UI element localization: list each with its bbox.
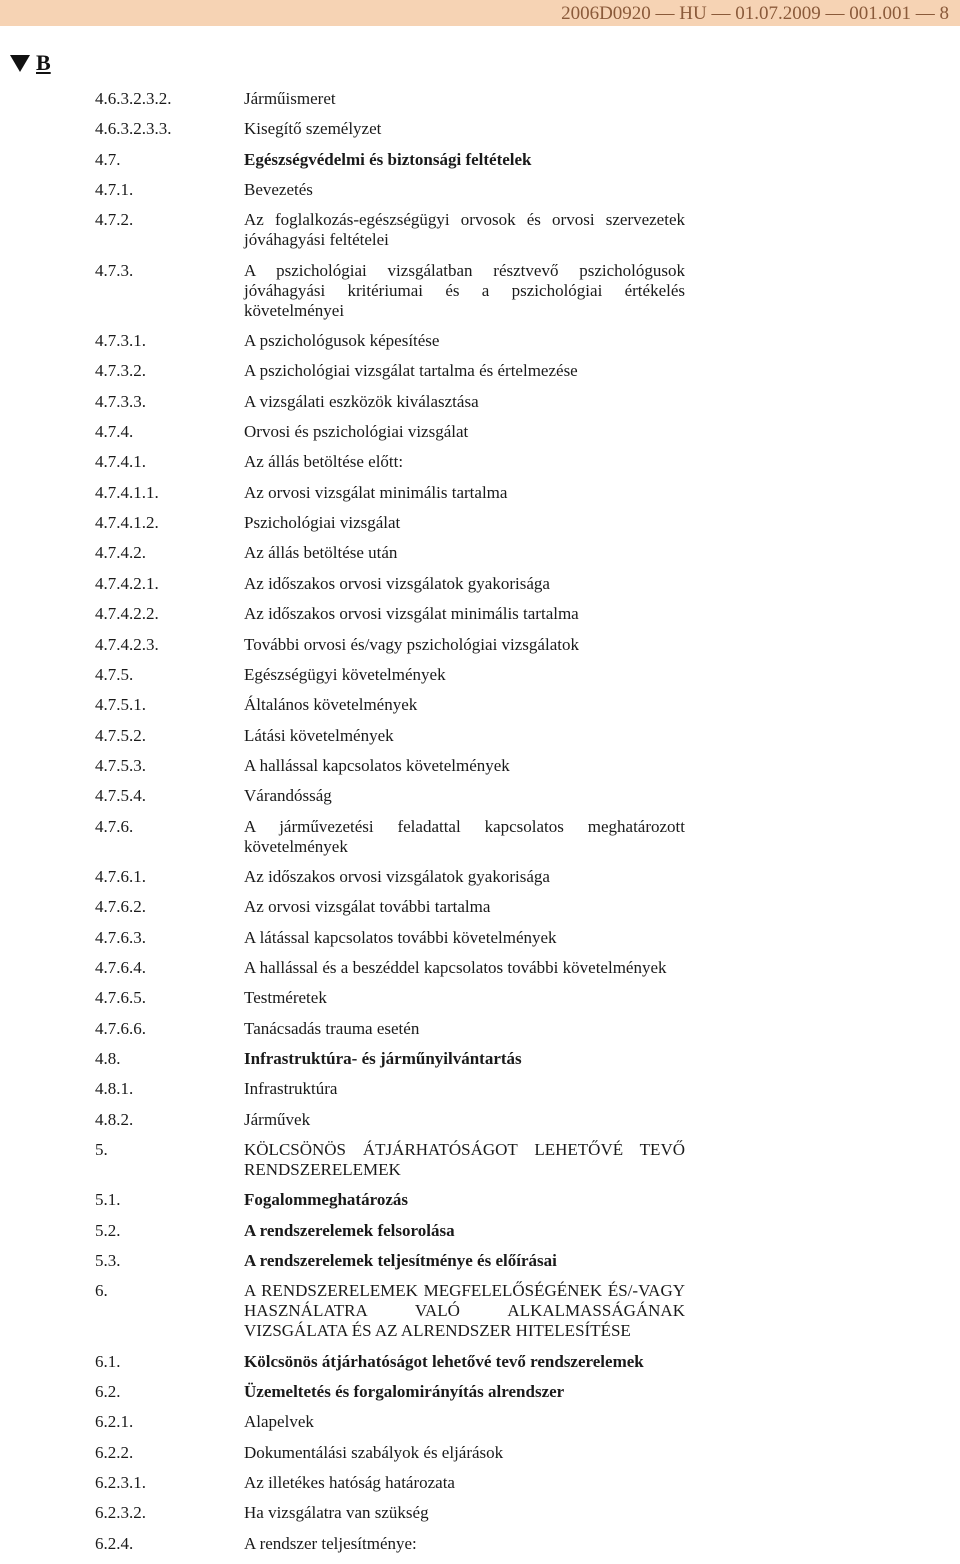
toc-entry-title: Általános követelmények [244, 695, 418, 715]
toc-entry [95, 1079, 685, 1099]
toc-entry-number: 5.1. [95, 1190, 121, 1210]
toc-entry-title: Látási követelmények [244, 725, 394, 745]
amendment-marker-letter: B [36, 50, 51, 75]
toc-entry [95, 1049, 685, 1069]
toc-entry-title: A pszichológiai vizsgálat tartalma és értelmezése [244, 361, 578, 381]
amendment-marker [10, 50, 51, 76]
toc-entry-title: Kölcsönös átjárhatóságot lehetővé tevő rendszerelemek [244, 1351, 644, 1371]
toc-entry-title: Kisegítő személyzet [244, 119, 382, 139]
toc-entry-number: 4.7.4.2.2. [95, 604, 159, 624]
toc-entry-number: 4.7.3. [95, 260, 134, 280]
toc-entry-title: A hallással és a beszéddel kapcsolatos további követelmények [244, 957, 667, 977]
toc-entry-title: Az orvosi vizsgálat további tartalma [244, 897, 491, 917]
toc-entry-number: 4.8.1. [95, 1079, 134, 1099]
toc-entry [95, 483, 685, 503]
toc-entry-number: 4.7.3.3. [95, 391, 146, 411]
toc-entry [95, 180, 685, 200]
toc-entry-number: 4.7.5.2. [95, 725, 146, 745]
toc-entry [95, 1382, 685, 1402]
toc-entry-title: Az foglalkozás-egészségügyi orvosok és orvosi szervezetek jóváhagyási feltételei [244, 210, 685, 250]
toc-entry-title: Alapelvek [244, 1412, 314, 1432]
toc-entry-number: 4.7.6.3. [95, 927, 146, 947]
toc-entry [95, 1534, 685, 1554]
toc-entry-title: Az illetékes hatóság határozata [244, 1473, 455, 1493]
toc-entry-number: 4.7.5.3. [95, 755, 146, 775]
toc-entry-title: Várandósság [244, 786, 332, 806]
toc-entry [95, 210, 685, 250]
toc-entry [95, 928, 685, 948]
toc-entry [95, 422, 685, 442]
toc-entry [95, 574, 685, 594]
toc-entry-title: Üzemeltetés és forgalomirányítás alrendszer [244, 1382, 565, 1402]
toc-entry-number: 4.7.3.1. [95, 331, 146, 351]
toc-entry-title: A RENDSZERELEMEK MEGFELELŐSÉGÉNEK ÉS/-VAGY HASZNÁLATRA VALÓ ALKALMASSÁGÁNAK VIZSGÁLATA ÉS AZ ALRENDSZER HITELESÍTÉSE [244, 1281, 685, 1341]
toc-entry [95, 119, 685, 139]
toc-entry-title: A járművezetési feladattal kapcsolatos meghatározott követelmények [244, 816, 685, 856]
toc-entry-title: Egészségügyi követelmények [244, 664, 446, 684]
toc-entry-number: 4.7.4.2.1. [95, 573, 159, 593]
toc-entry-title: A hallással kapcsolatos követelmények [244, 755, 510, 775]
toc-entry-number: 6.2.4. [95, 1533, 134, 1553]
toc-entry-title: Az időszakos orvosi vizsgálatok gyakorisága [244, 573, 550, 593]
toc-entry [95, 1473, 685, 1493]
toc-entry-title: A rendszerelemek teljesítménye és előírásai [244, 1251, 557, 1271]
toc-entry-number: 4.7.6.6. [95, 1018, 146, 1038]
toc-entry-title: A rendszerelemek felsorolása [244, 1220, 455, 1240]
toc-entry [95, 452, 685, 472]
toc-entry-number: 4.7.2. [95, 210, 134, 230]
toc-entry [95, 1352, 685, 1372]
toc-entry-number: 4.7.4.2.3. [95, 634, 159, 654]
toc-entry-title: Bevezetés [244, 180, 313, 200]
toc-entry-title: Az állás betöltése előtt: [244, 452, 404, 472]
toc-entry-number: 6.2. [95, 1382, 121, 1402]
toc-entry-title: Testméretek [244, 988, 327, 1008]
toc-entry [95, 695, 685, 715]
toc-entry-title: További orvosi és/vagy pszichológiai vizsgálatok [244, 634, 579, 654]
toc-entry-number: 4.8. [95, 1048, 121, 1068]
toc-entry-title: Tanácsadás trauma esetén [244, 1018, 420, 1038]
toc-entry-title: Az állás betöltése után [244, 543, 398, 563]
toc-entry [95, 897, 685, 917]
table-of-contents [95, 89, 685, 1564]
toc-entry-number: 4.7.5. [95, 664, 134, 684]
toc-entry-number: 4.7.4.1. [95, 452, 146, 472]
toc-entry-number: 4.8.2. [95, 1109, 134, 1129]
toc-entry-title: Az időszakos orvosi vizsgálat minimális tartalma [244, 604, 579, 624]
toc-entry-title: Fogalommeghatározás [244, 1190, 408, 1210]
toc-entry [95, 604, 685, 624]
toc-entry [95, 786, 685, 806]
toc-entry-title: KÖLCSÖNÖS ÁTJÁRHATÓSÁGOT LEHETŐVÉ TEVŐ RENDSZERELEMEK [244, 1140, 685, 1179]
toc-entry-number: 4.7.4. [95, 422, 134, 442]
toc-entry-number: 5.3. [95, 1251, 121, 1271]
toc-entry [95, 1503, 685, 1523]
toc-entry-number: 4.7. [95, 149, 121, 169]
toc-entry-number: 6. [95, 1281, 108, 1301]
toc-entry [95, 958, 685, 978]
toc-entry-number: 4.7.5.4. [95, 786, 146, 806]
page-header-band [0, 0, 960, 26]
toc-entry-title: Az orvosi vizsgálat minimális tartalma [244, 482, 508, 502]
toc-entry [95, 726, 685, 746]
toc-entry-number: 4.7.3.2. [95, 361, 146, 381]
toc-entry-title: A pszichológusok képesítése [244, 331, 440, 351]
toc-entry-title: Járművek [244, 1109, 311, 1129]
toc-entry-number: 4.7.4.2. [95, 543, 146, 563]
toc-entry [95, 1443, 685, 1463]
toc-entry-number: 4.7.4.1.2. [95, 513, 159, 533]
toc-entry-title: Orvosi és pszichológiai vizsgálat [244, 422, 469, 442]
toc-entry-title: A rendszer teljesítménye: [244, 1533, 417, 1553]
toc-entry-number: 4.7.6.5. [95, 988, 146, 1008]
toc-entry-title: Járműismeret [244, 89, 336, 108]
toc-entry [95, 635, 685, 655]
toc-entry-title: A pszichológiai vizsgálatban résztvevő pszichológusok jóváhagyási kritériumai és a pszichológiai értékelés követelményei [244, 260, 685, 320]
toc-entry-title: Az időszakos orvosi vizsgálatok gyakorisága [244, 866, 550, 886]
toc-entry [95, 331, 685, 351]
toc-entry [95, 543, 685, 563]
toc-entry [95, 150, 685, 170]
toc-entry [95, 817, 685, 857]
toc-entry-number: 4.7.5.1. [95, 695, 146, 715]
toc-entry [95, 756, 685, 776]
toc-entry-number: 6.2.3.2. [95, 1503, 146, 1523]
toc-entry-title: A látással kapcsolatos további követelmények [244, 927, 557, 947]
toc-entry-number: 4.7.1. [95, 180, 134, 200]
toc-entry [95, 1110, 685, 1130]
document-reference: 2006D0920 — HU — 01.07.2009 — 001.001 — 8 [561, 3, 949, 24]
toc-entry-title: A vizsgálati eszközök kiválasztása [244, 391, 479, 411]
toc-entry-number: 4.7.6.1. [95, 866, 146, 886]
toc-entry-title: Ha vizsgálatra van szükség [244, 1503, 429, 1523]
triangle-down-icon [10, 55, 30, 72]
toc-entry [95, 361, 685, 381]
toc-entry-number: 5.2. [95, 1220, 121, 1240]
toc-entry-number: 6.1. [95, 1351, 121, 1371]
toc-entry-title: Dokumentálási szabályok és eljárások [244, 1442, 504, 1462]
toc-entry [95, 513, 685, 533]
toc-entry-number: 6.2.1. [95, 1412, 134, 1432]
toc-entry-number: 4.7.4.1.1. [95, 482, 159, 502]
toc-entry [95, 867, 685, 887]
toc-entry-title: Pszichológiai vizsgálat [244, 513, 401, 533]
toc-entry [95, 988, 685, 1008]
toc-entry [95, 1221, 685, 1241]
toc-entry [95, 261, 685, 321]
toc-entry-number: 4.7.6.4. [95, 957, 146, 977]
toc-entry-number: 6.2.3.1. [95, 1473, 146, 1493]
toc-entry-title: Egészségvédelmi és biztonsági feltételek [244, 149, 532, 169]
toc-entry [95, 1251, 685, 1271]
toc-entry-title: Infrastruktúra [244, 1079, 338, 1099]
toc-entry-number: 4.7.6.2. [95, 897, 146, 917]
toc-entry [95, 89, 685, 109]
toc-entry [95, 1190, 685, 1210]
toc-entry [95, 665, 685, 685]
toc-entry [95, 1019, 685, 1039]
toc-entry [95, 1140, 685, 1180]
toc-entry-title: Infrastruktúra- és járműnyilvántartás [244, 1048, 522, 1068]
toc-entry-number: 5. [95, 1140, 108, 1159]
toc-entry-number: 4.6.3.2.3.3. [95, 119, 172, 139]
toc-entry-number: 4.6.3.2.3.2. [95, 89, 172, 108]
toc-entry-number: 4.7.6. [95, 816, 134, 836]
toc-entry-number: 6.2.2. [95, 1442, 134, 1462]
toc-entry [95, 1281, 685, 1341]
toc-entry [95, 392, 685, 412]
toc-entry [95, 1412, 685, 1432]
